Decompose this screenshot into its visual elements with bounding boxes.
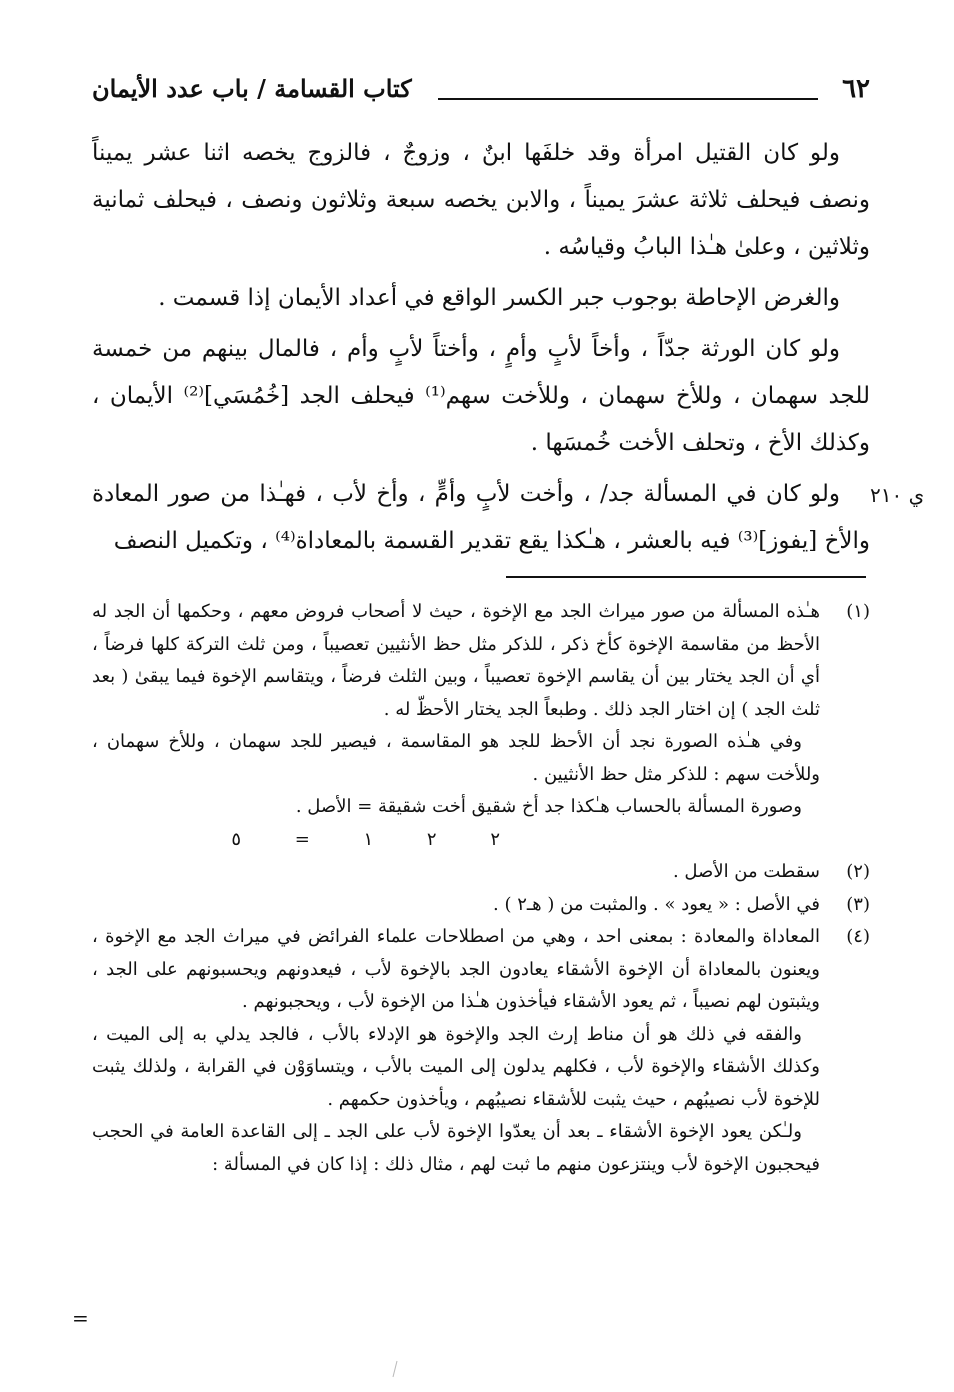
main-paragraph: ولو كان القتيل امرأة وقد خلفَها ابنٌ ، وزوجٌ ، فالزوج يخصه اثنا عشر يميناً ونصف فيحلف ثلاثة عشرَ يميناً ، والابن يخصه سبعة وثلاثون ونصف ، فيحلف ثمانية وثلاثين ، وعلىٰ هـٰذا البابُ وقياسُه . [92, 140, 871, 260]
footnote-paragraph: هـٰذه المسألة من صور ميراث الجد مع الإخوة ، حيث لا أصحاب فروض معهم ، وحكمها أن الجد له الأحظ من مقاسمة الإخوة كأخ ذكر ، للذكر مثل حظ الأنثيين تعصيباً ، ومن ثلث التركة كلها فرضاً ، أي أن الجد يختار بين أن يقاسم الإخوة تعصيباً ، وبين الثلث فرضاً ، ويتقاسم الإخوة فيما يبقىٰ ( بعد ثلث الجد ) إن اختار الجد ذلك . وطبعاً الجد يختار الأحظّ له . [92, 601, 820, 720]
footnote [92, 889, 870, 922]
header-rule [438, 98, 818, 100]
footnote-paragraph: والفقه في ذلك هو أن مناط إرث الجد والإخوة هو الإدلاء بالأب ، فالجد يدلي به إلى الميت ، وكذلك الأشقاء والإخوة لأب ، فكلهم يدلون إلى الميت بالأب ، ويتساوَوْن في القرابة ، ولذلك يثبت للإخوة لأب نصيبُهم ، حيث يثبت للأشقاء نصيبُهم ، ويأخذون حكمهم . [92, 1023, 820, 1110]
continuation-mark: = [72, 1306, 89, 1330]
footnote-number: (٣) [846, 893, 870, 915]
formula-label: وصورة المسألة بالحساب هـٰكذا جد أخ شقيق أخت شقيقة = الأصل . [295, 796, 802, 817]
formula-values: ٢ ٢ ١ = ٥ [231, 828, 500, 850]
footnote-body [92, 889, 820, 922]
main-paragraph: ولو كان في المسألة جد/ ، وأخت لأبٍ وأمٍّ ، وأخ لأب ، فهـٰذا من صور المعادة والأخ [يفوز]⁽³⁾ فيه بالعشر ، هـٰكذا يقع تقدير القسمة بالمعاداة⁽⁴⁾ ، وتكميل النصف [92, 481, 870, 554]
page-number: ٦٢ [842, 74, 870, 104]
margin-page-reference: ي ٢١٠ [870, 483, 925, 507]
footnotes [92, 596, 870, 1181]
footnote-paragraph: سقطت من الأصل . [672, 861, 820, 882]
footnote-paragraph: في الأصل : « يعود » . والمثبت من ( هـ٢ ) . [493, 893, 820, 915]
footnote-body [92, 856, 820, 889]
running-title: كتاب القسامة / باب عدد الأيمان [92, 74, 412, 103]
footnote-paragraph: وفي هـٰذه الصورة نجد أن الأحظ للجد هو المقاسمة ، فيصير للجد سهمان ، وللأخ سهمان ، وللأخت سهم : للذكر مثل حظ الأنثيين . [92, 731, 820, 785]
page-header [92, 74, 870, 118]
footnote [92, 921, 870, 1181]
footnote-number: (٤) [846, 926, 870, 947]
footnote-number: (١) [846, 601, 870, 622]
footnote [92, 596, 870, 856]
main-paragraph: والغرض الإحاطة بوجوب جبر الكسر الواقع في أعداد الأيمان إذا قسمت . [158, 285, 840, 311]
footnote-paragraph: المعاداة والمعادة : بمعنى احد ، وهي من اصطلاحات علماء الفرائض في ميراث الجد مع الإخوة ، ويعنون بالمعاداة أن الإخوة الأشقاء يعادون الجد بالإخوة لأب ، فيعدونهم ويحسبونهم على الجد ، ويثبتون لهم نصيباً ، ثم يعود الأشقاء فيأخذون هـٰذا من الإخوة لأب ، ويحجبونهم . [92, 926, 820, 1012]
main-paragraph: ولو كان الورثة جدّاً ، وأخاً لأبٍ وأمٍ ، وأختاً لأبٍ وأم ، فالمال بينهم من خمسة للجد سهمان ، وللأخ سهمان ، وللأخت سهم⁽¹⁾ فيحلف الجد [خُمُسَي]⁽²⁾ الأيمان ، وكذلك الأخ ، وتحلف الأخت خُمسَها . [92, 336, 870, 456]
main-text [92, 130, 870, 569]
footnote-divider [506, 576, 866, 578]
footnote [92, 856, 870, 889]
footnote-body [92, 921, 820, 1181]
scan-artifact [392, 1360, 398, 1378]
footnote-paragraph: ولـٰكن يعود الإخوة الأشقاء ـ بعد أن يعدّوا الإخوة لأب على الجد ـ إلى القاعدة العامة في الحجب فيحجبون الإخوة لأب وينتزعون منهم ما ثبت لهم ، مثال ذلك : إذا كان في المسألة : [92, 1121, 820, 1175]
footnote-number: (٢) [846, 861, 870, 882]
footnote-body [92, 596, 820, 856]
